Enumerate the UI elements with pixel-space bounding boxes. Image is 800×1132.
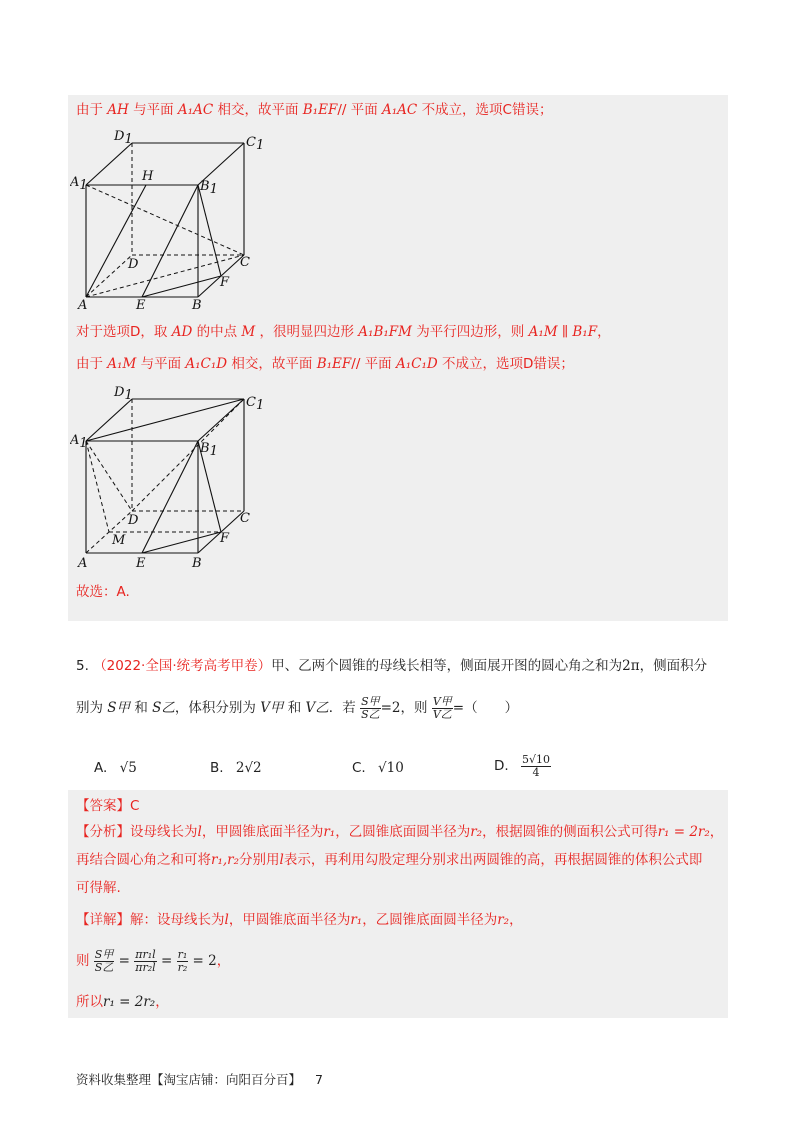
fig1-label-B1: B1 [200, 179, 218, 197]
fig1-label-H: H [142, 169, 154, 184]
question-source: （2022·全国·统考高考甲卷） [93, 658, 272, 674]
fig1-label-F: F [220, 275, 230, 290]
fig1-label-C: C [240, 255, 250, 270]
fig1-label-D1: D1 [114, 129, 133, 147]
solution-line-1: 由于 AH 与平面 A₁AC 相交，故平面 B₁EF// 平面 A₁AC 不成立，选项C错误； [76, 102, 553, 118]
conclusion: 故选：A. [76, 584, 130, 600]
question-line-1: 5. （2022·全国·统考高考甲卷）甲、乙两个圆锥的母线长相等，侧面展开图的圆心角之和为2π，侧面积分 [76, 658, 708, 674]
fig2-label-D1: D1 [114, 385, 133, 403]
option-C[interactable]: C. √10 [352, 760, 404, 776]
fig2-label-D: D [128, 513, 139, 528]
ratio-V: $\frac{\text{V甲}}{\text{V乙}}$ [432, 694, 452, 721]
fig1-label-A: A [78, 298, 88, 310]
question-line-2: 别为 S甲 和 S乙，体积分别为 V甲 和 V乙．若 $\frac{\text{S甲}}{\text{S乙}}$ =2，则 $\frac{\text{V甲}}{\text{V乙}}$ =（ ） [76, 694, 519, 721]
fig1-label-A1: A1 [70, 175, 88, 193]
option-B[interactable]: B. 2√2 [210, 760, 262, 776]
fig2-label-B1: B1 [200, 441, 218, 459]
fig1-label-C1: C1 [246, 135, 265, 153]
ratio-S: $\frac{\text{S甲}}{\text{S乙}}$ [361, 694, 380, 721]
fig2-label-M: M [112, 533, 126, 548]
analysis-line-1: 【分析】设母线长为l，甲圆锥底面半径为r₁，乙圆锥底面圆半径为r₂，根据圆锥的侧面积公式可得r₁ = 2r₂， [76, 824, 724, 840]
fig2-label-F: F [220, 531, 230, 546]
fig2-label-A1: A1 [70, 433, 88, 451]
fig1-label-D: D [128, 257, 139, 272]
analysis-line-2: 再结合圆心角之和可将r₁,r₂分别用l表示，再利用勾股定理分别求出两圆锥的高，再根据圆锥的体积公式即 [76, 852, 703, 868]
fig1-label-E: E [136, 298, 146, 310]
fig1-label-B: B [192, 298, 202, 310]
detail-line-1: 【详解】解：设母线长为l，甲圆锥底面半径为r₁，乙圆锥底面圆半径为r₂， [76, 912, 523, 928]
page-number: 7 [315, 1072, 323, 1087]
solution-line-2: 对于选项D，取 AD 的中点 M ，很明显四边形 A₁B₁FM 为平行四边形，则 A₁M ∥ B₁F， [76, 324, 611, 340]
fig2-label-C1: C1 [246, 395, 265, 413]
option-A[interactable]: A. √5 [94, 760, 137, 776]
footer-text: 资料收集整理【淘宝店铺：向阳百分百】 7 [76, 1072, 323, 1087]
detail-line-3: 所以r₁ = 2r₂， [76, 994, 169, 1010]
analysis-line-3: 可得解. [76, 880, 121, 896]
option-D[interactable]: D. $\frac{5√10}{4}$ [494, 752, 550, 779]
solution-line-3: 由于 A₁M 与平面 A₁C₁D 相交，故平面 B₁EF// 平面 A₁C₁D 不成立，选项D错误； [76, 356, 574, 372]
fig2-label-B: B [192, 556, 202, 570]
fig2-label-A: A [78, 556, 88, 570]
fig2-label-C: C [240, 511, 250, 526]
answer-line: 【答案】C [76, 798, 140, 814]
fig2-label-E: E [136, 556, 146, 570]
cube-figure-2 [70, 384, 270, 570]
detail-line-2: 则 $\frac{\text{S甲}}{\text{S乙}}$ = $\frac{\text{πr₁l}}{\text{πr₂l}}$ = $\frac{\text{r₁}}{\text{r₂}}$ = 2， [76, 947, 231, 974]
cube-figure-1 [70, 128, 270, 310]
